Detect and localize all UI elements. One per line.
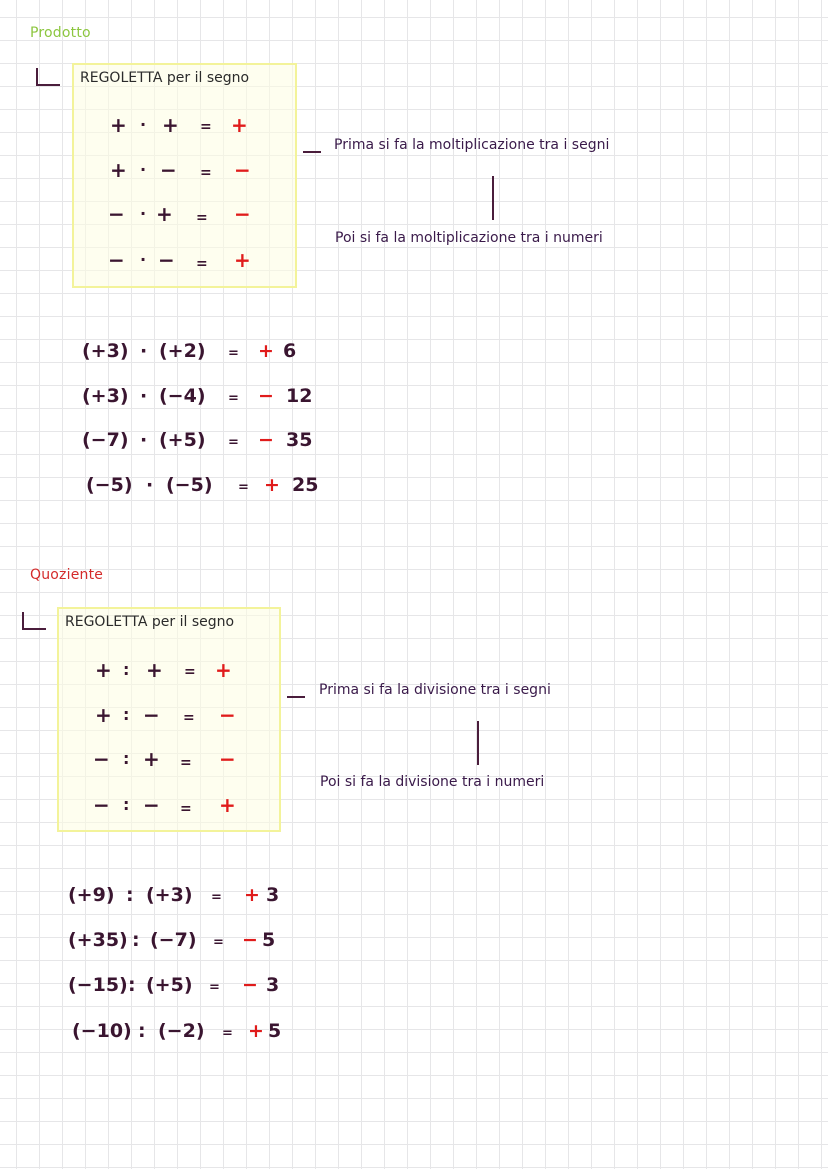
connector-vertical-line-icon	[477, 721, 479, 765]
result-sign: +	[258, 340, 274, 362]
operator: :	[126, 884, 134, 906]
operand-left: (−5)	[86, 474, 133, 496]
equals: =	[228, 391, 239, 406]
note-second-step: Poi si fa la divisione tra i numeri	[320, 774, 545, 790]
bracket-corner-icon	[36, 68, 60, 86]
operand-right: (+3)	[146, 884, 193, 906]
sign-b: −	[143, 793, 160, 817]
operator: ·	[140, 115, 147, 134]
result-value: 3	[266, 884, 280, 906]
operator: ·	[140, 204, 147, 223]
result-sign: −	[258, 429, 274, 451]
operand-left: (+9)	[68, 884, 115, 906]
rule-row	[59, 703, 279, 727]
rule-row	[59, 747, 279, 771]
operator: :	[123, 705, 130, 724]
sign-a: −	[93, 747, 110, 771]
sign-b: −	[143, 703, 160, 727]
connector-vertical-line-icon	[492, 176, 494, 220]
rule-box-title: REGOLETTA per il segno	[65, 614, 235, 630]
rule-row	[74, 248, 295, 272]
result-sign: −	[242, 929, 258, 951]
equals: =	[200, 165, 212, 181]
sign-a: +	[95, 703, 112, 727]
section-title-quoziente: Quoziente	[30, 567, 104, 583]
sign-a: −	[108, 202, 125, 226]
equals: =	[183, 710, 195, 726]
result-value: 3	[266, 974, 280, 996]
equals: =	[184, 664, 196, 680]
equals: =	[196, 256, 208, 272]
operand-left: (+3)	[82, 385, 129, 407]
operator: ·	[146, 474, 154, 496]
sign-a: −	[93, 793, 110, 817]
note-second-step: Poi si fa la moltiplicazione tra i numeri	[335, 230, 603, 246]
sign-a: +	[110, 158, 127, 182]
equals: =	[180, 801, 192, 817]
section-title-prodotto: Prodotto	[30, 25, 91, 41]
sign-result: −	[219, 747, 236, 771]
result-value: 25	[292, 474, 319, 496]
result-sign: −	[242, 974, 258, 996]
operand-left: (+35)	[68, 929, 128, 951]
sign-result: −	[234, 202, 251, 226]
rule-box-title: REGOLETTA per il segno	[80, 70, 250, 86]
operator: :	[123, 660, 130, 679]
connector-dash-icon	[303, 151, 321, 153]
sign-result: +	[215, 658, 232, 682]
sign-a: −	[108, 248, 125, 272]
bracket-corner-icon	[22, 612, 46, 630]
sign-b: +	[146, 658, 163, 682]
sign-a: +	[110, 113, 127, 137]
result-sign: +	[264, 474, 280, 496]
operand-right: (−2)	[158, 1020, 205, 1042]
equals: =	[222, 1026, 233, 1041]
rule-box-prodotto	[72, 63, 297, 288]
rule-row	[59, 793, 279, 817]
result-value: 6	[283, 340, 297, 362]
operand-right: (+2)	[159, 340, 206, 362]
sign-b: −	[160, 158, 177, 182]
equals: =	[228, 346, 239, 361]
rule-box-quoziente	[57, 607, 281, 832]
sign-b: +	[162, 113, 179, 137]
equals: =	[238, 480, 249, 495]
sign-b: +	[143, 747, 160, 771]
result-value: 5	[268, 1020, 282, 1042]
result-value: 12	[286, 385, 313, 407]
operator: ·	[140, 385, 148, 407]
rule-row	[74, 202, 295, 226]
sign-a: +	[95, 658, 112, 682]
operand-left: (+3)	[82, 340, 129, 362]
operand-left: (−7)	[82, 429, 129, 451]
operator: :	[128, 974, 136, 996]
result-value: 35	[286, 429, 313, 451]
sign-b: +	[156, 202, 173, 226]
operand-right: (−4)	[159, 385, 206, 407]
operator: :	[132, 929, 140, 951]
operator: ·	[140, 429, 148, 451]
operator: :	[123, 749, 130, 768]
result-sign: −	[258, 385, 274, 407]
operand-right: (−5)	[166, 474, 213, 496]
equals: =	[209, 980, 220, 995]
rule-row	[74, 113, 295, 137]
sign-result: +	[231, 113, 248, 137]
sign-result: −	[219, 703, 236, 727]
operand-right: (−7)	[150, 929, 197, 951]
operand-right: (+5)	[146, 974, 193, 996]
sign-result: −	[234, 158, 251, 182]
rule-row	[59, 658, 279, 682]
rule-row	[74, 158, 295, 182]
sign-result: +	[219, 793, 236, 817]
sign-b: −	[158, 248, 175, 272]
equals: =	[213, 935, 224, 950]
operand-right: (+5)	[159, 429, 206, 451]
sign-result: +	[234, 248, 251, 272]
operand-left: (−15)	[68, 974, 128, 996]
equals: =	[228, 435, 239, 450]
operator: :	[138, 1020, 146, 1042]
result-sign: +	[248, 1020, 264, 1042]
operator: ·	[140, 250, 147, 269]
result-value: 5	[262, 929, 276, 951]
equals: =	[200, 119, 212, 135]
equals: =	[211, 890, 222, 905]
operator: :	[123, 795, 130, 814]
note-first-step: Prima si fa la moltiplicazione tra i segni	[334, 137, 610, 153]
connector-dash-icon	[287, 696, 305, 698]
note-first-step: Prima si fa la divisione tra i segni	[319, 682, 551, 698]
operand-left: (−10)	[72, 1020, 132, 1042]
equals: =	[180, 755, 192, 771]
operator: ·	[140, 160, 147, 179]
equals: =	[196, 210, 208, 226]
result-sign: +	[244, 884, 260, 906]
operator: ·	[140, 340, 148, 362]
